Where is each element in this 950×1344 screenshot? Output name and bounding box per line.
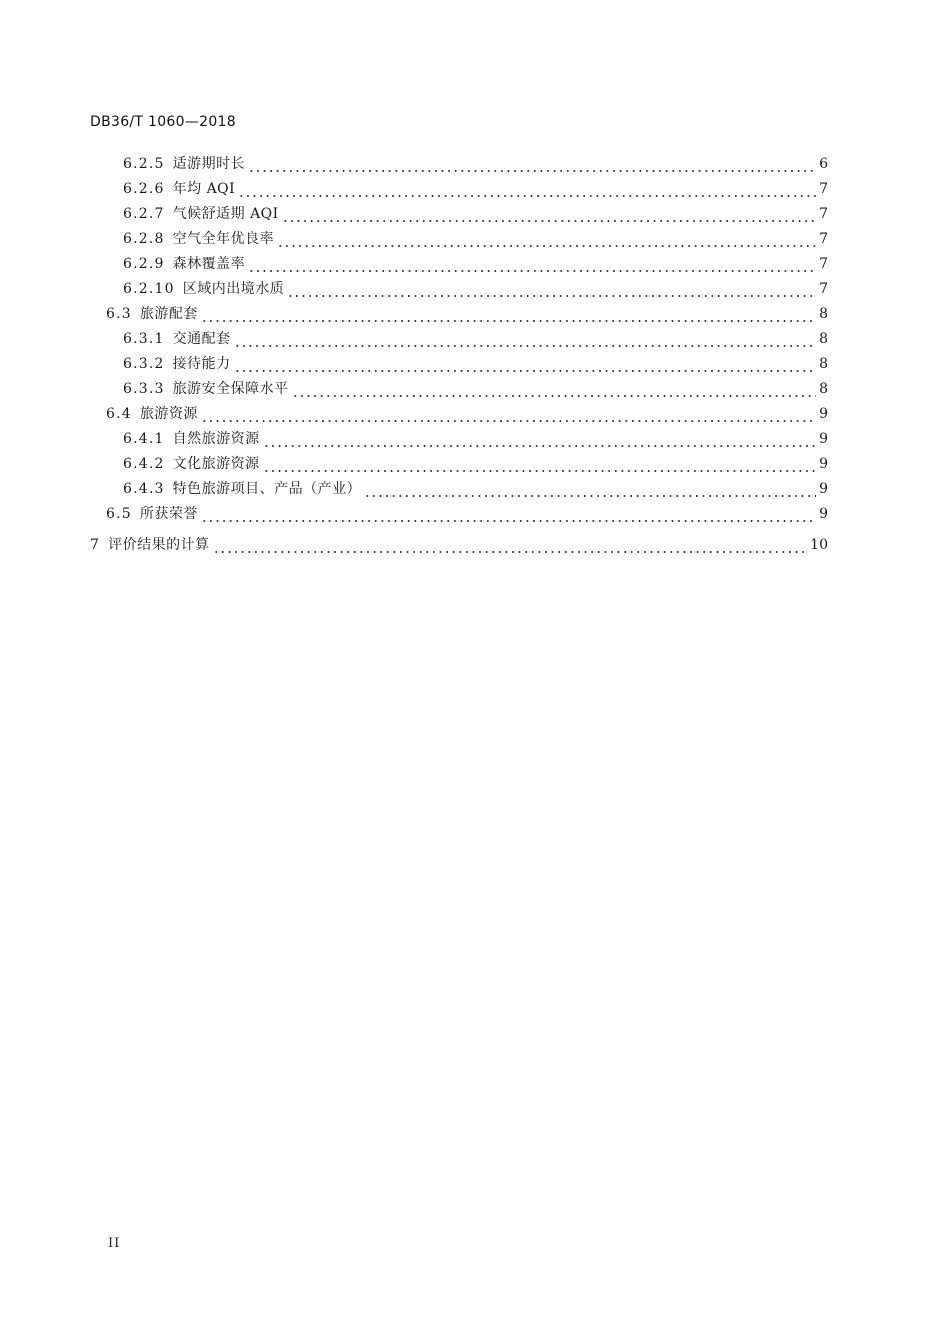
toc-entry-number: 6.3.1 [123,331,165,347]
toc-entry[interactable] [123,428,828,450]
toc-entry[interactable] [90,534,828,556]
toc-entry-page: 9 [819,406,828,422]
toc-dot-leader [238,178,816,200]
toc-entry[interactable] [123,478,828,500]
toc-dot-leader [292,378,816,400]
toc-entry-title: 特色旅游项目、产品（产业） [172,481,362,497]
toc-entry[interactable] [123,378,828,400]
toc-entry-page: 7 [819,206,828,222]
toc-entry-number: 6.2.6 [123,181,165,197]
toc-dot-leader [282,203,816,225]
toc-entry-page: 10 [810,537,828,553]
toc-entry-title: 评价结果的计算 [108,537,210,553]
toc-entry-page: 8 [819,306,828,322]
toc-entry-title: 森林覆盖率 [172,256,246,272]
toc-entry-number: 6.2.10 [123,281,175,297]
toc-entry-title: 旅游资源 [139,406,198,422]
toc-dot-leader [201,303,816,325]
toc-entry[interactable] [106,303,828,325]
toc-entry[interactable] [123,453,828,475]
toc-entry[interactable] [123,178,828,200]
toc-entry[interactable] [123,353,828,375]
toc-dot-leader [234,353,816,375]
toc-entry-number: 6.5 [106,506,132,522]
toc-entry-page: 8 [819,356,828,372]
toc-entry[interactable] [123,278,828,300]
toc-entry-number: 6.3.3 [123,381,165,397]
toc-dot-leader [213,534,808,556]
toc-entry-number: 6.4.1 [123,431,165,447]
toc-entry-number: 6.4.2 [123,456,165,472]
toc-entry-number: 6.4 [106,406,132,422]
toc-entry-number: 6.2.9 [123,256,165,272]
toc-entry-number: 6.3 [106,306,132,322]
toc-entry-number: 6.3.2 [123,356,165,372]
toc-dot-leader [277,228,816,250]
toc-dot-leader [234,328,816,350]
toc-entry-title: 文化旅游资源 [172,456,260,472]
toc-entry-page: 8 [819,331,828,347]
toc-entry[interactable] [123,203,828,225]
toc-entry-number: 6.2.5 [123,156,165,172]
toc-dot-leader [201,503,816,525]
toc-entry-title: 自然旅游资源 [172,431,260,447]
toc-entry-title: 交通配套 [172,331,231,347]
toc-entry-title: 适游期时长 [172,156,246,172]
toc-dot-leader [263,453,816,475]
standard-code-header: DB36/T 1060—2018 [90,114,236,130]
toc-entry-page: 9 [819,456,828,472]
toc-entry[interactable] [123,228,828,250]
toc-entry-page: 9 [819,431,828,447]
toc-entry-title: 区域内出境水质 [182,281,285,297]
toc-entry-page: 6 [819,156,828,172]
toc-entry-number: 6.4.3 [123,481,165,497]
toc-entry[interactable] [123,328,828,350]
toc-entry-number: 6.2.8 [123,231,165,247]
toc-entry-title: 旅游安全保障水平 [172,381,289,397]
toc-entry-number: 7 [90,537,101,553]
toc-entry-title: 年均 AQI [172,181,236,197]
toc-entry[interactable] [123,253,828,275]
toc-entry-title: 气候舒适期 AQI [172,206,279,222]
toc-dot-leader [364,478,816,500]
toc-entry[interactable] [106,503,828,525]
toc-entry-page: 7 [819,256,828,272]
toc-entry[interactable] [123,153,828,175]
toc-dot-leader [201,403,816,425]
toc-entry-title: 接待能力 [172,356,231,372]
toc-entry-page: 9 [819,481,828,497]
toc-entry-page: 9 [819,506,828,522]
toc-entry-page: 7 [819,281,828,297]
toc-entry[interactable] [106,403,828,425]
toc-entry-title: 旅游配套 [139,306,198,322]
toc-entry-page: 8 [819,381,828,397]
page-number: II [108,1236,121,1251]
toc-entry-number: 6.2.7 [123,206,165,222]
toc-dot-leader [248,153,816,175]
toc-entry-title: 所获荣誉 [139,506,198,522]
toc-entry-page: 7 [819,181,828,197]
toc-dot-leader [287,278,816,300]
toc-entry-page: 7 [819,231,828,247]
toc-dot-leader [263,428,816,450]
toc-entry-title: 空气全年优良率 [172,231,275,247]
toc-dot-leader [248,253,816,275]
